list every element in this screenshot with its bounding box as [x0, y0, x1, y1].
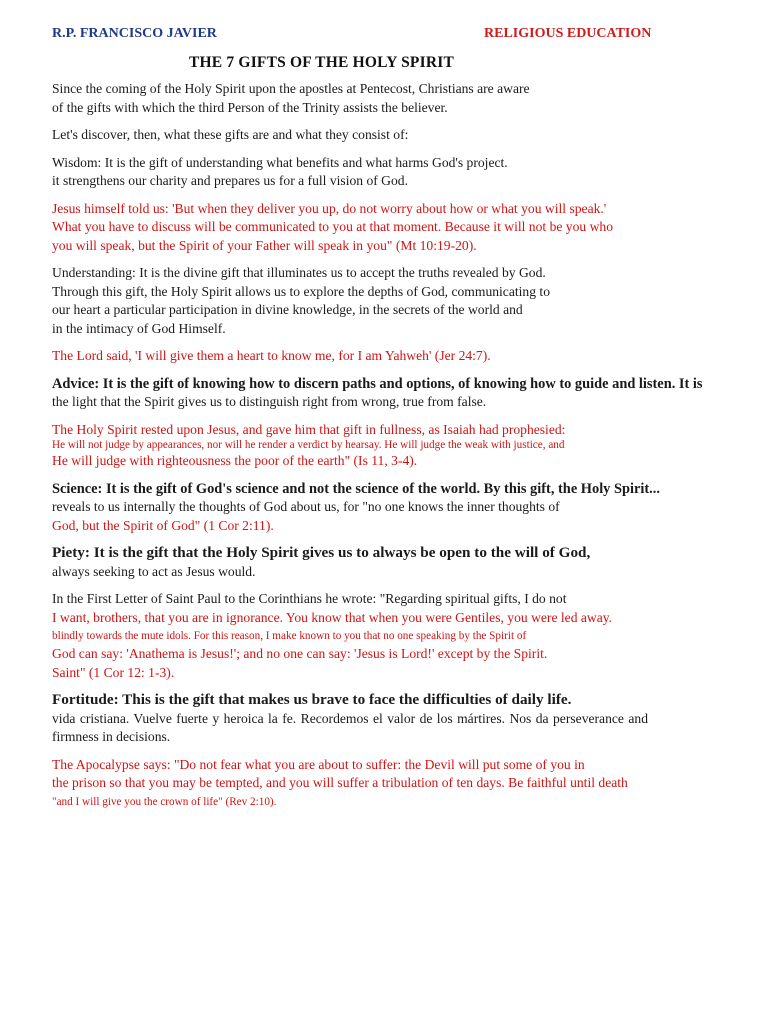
piety-quote-line: blindly towards the mute idols. For this reason, I make known to you that no one speaking by the Spirit of: [52, 630, 527, 642]
advice-heading: Advice: It is the gift of knowing how to discern paths and options, of knowing how to guide and listen. It is: [52, 375, 703, 392]
science-line: reveals to us internally the thoughts of God about us, for "no one knows the inner thoughts of: [52, 499, 560, 514]
document-page: [52, 24, 768, 811]
piety-line: always seeking to act as Jesus would.: [52, 563, 256, 579]
fortitude-section: [52, 691, 768, 811]
piety-quote-line: God can say: 'Anathema is Jesus!'; and no one can say: 'Jesus is Lord!' except by the Spirit.: [52, 646, 548, 661]
understanding-line: in the intimacy of God Himself.: [52, 320, 226, 336]
document-header: [52, 24, 768, 46]
department-label: RELIGIOUS EDUCATION: [484, 26, 652, 41]
piety-heading: Piety: It is the gift that the Holy Spirit gives us to always be open to the will of God,: [52, 544, 591, 561]
wisdom-quote-line: What you have to discuss will be communicated to you at that moment. Because it will not be you who: [52, 219, 614, 234]
advice-quote-line: The Holy Spirit rested upon Jesus, and gave him that gift in fullness, as Isaiah had prophesied:: [52, 421, 566, 437]
fortitude-heading: Fortitude: This is the gift that makes us brave to face the difficulties of daily life.: [52, 691, 572, 708]
understanding-line: Through this gift, the Holy Spirit allows us to explore the depths of God, communicating to: [52, 283, 550, 299]
fortitude-quote-line: the prison so that you may be tempted, and you will suffer a tribulation of ten days. Be faithful until death: [52, 775, 628, 790]
understanding-line: our heart a particular participation in divine knowledge, in the secrets of the world and: [52, 302, 523, 317]
understanding-quote: The Lord said, 'I will give them a heart to know me, for I am Yahweh' (Jer 24:7).: [52, 348, 491, 363]
science-section: [52, 480, 768, 536]
discover-line: Let's discover, then, what these gifts are and what they consist of:: [52, 127, 409, 142]
understanding-line: Understanding: It is the divine gift that illuminates us to accept the truths revealed by God.: [52, 265, 546, 280]
wisdom-section: [52, 154, 768, 256]
wisdom-quote-line: Jesus himself told us: 'But when they deliver you up, do not worry about how or what you will speak.': [52, 200, 607, 216]
wisdom-line: Wisdom: It is the gift of understanding what benefits and what harms God's project.: [52, 154, 508, 170]
intro-line: of the gifts with which the third Person of the Trinity assists the believer.: [52, 99, 448, 115]
advice-section: [52, 375, 768, 471]
fortitude-line: vida cristiana. Vuelve fuerte y heroica la fe. Recordemos el valor de los mártires. Nos da perseverance and firmness in decisions.: [52, 710, 648, 744]
understanding-section: [52, 264, 768, 366]
piety-quote-line: I want, brothers, that you are in ignorance. You know that when you were Gentiles, you were led away.: [52, 609, 613, 625]
advice-line: the light that the Spirit gives us to distinguish right from wrong, true from false.: [52, 394, 487, 409]
piety-quote-line: Saint" (1 Cor 12: 1-3).: [52, 664, 175, 680]
advice-quote-line: He will not judge by appearances, nor will he render a verdict by hearsay. He will judge the weak with justice, and: [52, 439, 565, 451]
intro-line: Since the coming of the Holy Spirit upon the apostles at Pentecost, Christians are aware: [52, 81, 530, 96]
intro-paragraph: [52, 80, 768, 117]
science-quote: God, but the Spirit of God" (1 Cor 2:11).: [52, 517, 274, 533]
fortitude-quote-line: The Apocalypse says: "Do not fear what you are about to suffer: the Devil will put some of you in: [52, 756, 585, 772]
fortitude-quote-line: "and I will give you the crown of life" (Rev 2:10).: [52, 795, 277, 808]
piety-section: [52, 544, 768, 682]
document-title: THE 7 GIFTS OF THE HOLY SPIRIT: [189, 54, 454, 71]
advice-quote-line: He will judge with righteousness the poor of the earth" (Is 11, 3-4).: [52, 453, 418, 468]
author-name: R.P. FRANCISCO JAVIER: [52, 26, 217, 41]
wisdom-quote-line: you will speak, but the Spirit of your Father will speak in you" (Mt 10:19-20).: [52, 237, 477, 253]
science-heading: Science: It is the gift of God's science and not the science of the world. By this gift, the Holy Spirit...: [52, 480, 660, 497]
wisdom-line: it strengthens our charity and prepares us for a full vision of God.: [52, 173, 408, 188]
piety-letter-line: In the First Letter of Saint Paul to the Corinthians he wrote: "Regarding spiritual gifts, I do not: [52, 591, 567, 606]
